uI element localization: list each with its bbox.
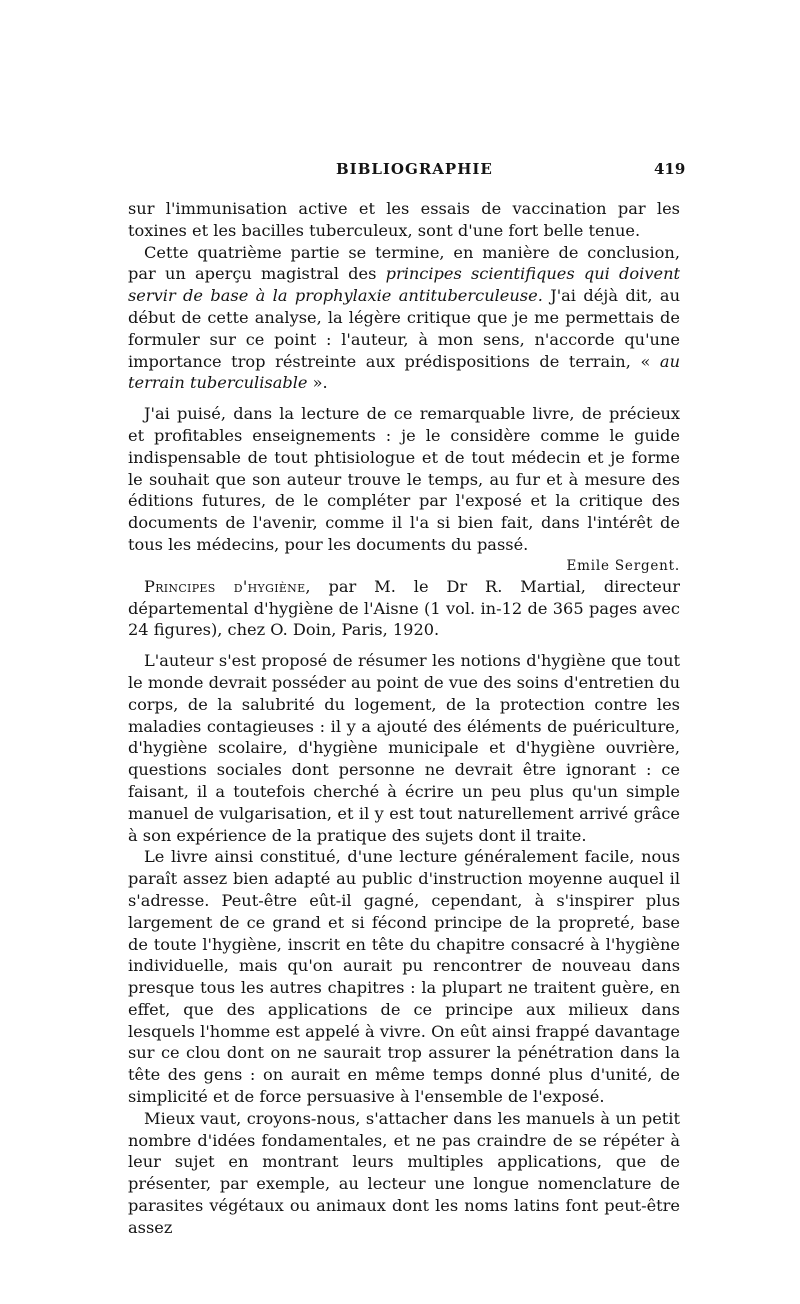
review-heading <box>128 576 680 641</box>
book-title: Principes d'hygiène <box>144 576 306 596</box>
page-number: 419 <box>654 160 686 178</box>
italic-phrase: principes scientifiques qui doivent servir de base à la prophylaxie antituberculeuse. <box>128 264 680 306</box>
paragraph-conclusion <box>128 242 680 395</box>
book-details: , par M. le Dr R. Martial, directeur départemental d'hygiène de l'Aisne (1 vol. in-12 de 365 pages avec 24 figures), chez O. Doin, Paris, 1920. <box>128 576 680 640</box>
review-paragraph: Mieux vaut, croyons-nous, s'attacher dans les manuels à un petit nombre d'idées fondamentales, et ne pas craindre de se répéter à leur sujet en montrant leurs multiples applications, que de présenter, par exemple, au lecteur une longue nomenclature de parasites végétaux ou animaux dont les noms latins font peut-être assez <box>128 1108 680 1237</box>
text-run: Cette quatrième partie se termine, en manière de conclusion, par un aperçu magistral des <box>128 242 680 284</box>
text-run: ». <box>307 373 328 393</box>
author-signature: Emile Sergent. <box>566 557 680 574</box>
text-run: J'ai déjà dit, au début de cette analyse, la légère critique que je me permettais de formuler sur ce point : l'auteur, à mon sens, n'accorde qu'une importance trop réstreinte aux prédispositions de terrain, « <box>128 286 680 371</box>
running-head: BIBLIOGRAPHIE <box>336 160 493 178</box>
paragraph-closing: J'ai puisé, dans la lecture de ce remarquable livre, de précieux et profitables enseignements : je le considère comme le guide indispensable de tout phtisiologue et de tout médecin et je forme le souhait que son auteur trouve le temps, au fur et à mesure des éditions futures, de le compléter par l'exposé et la critique des documents de l'avenir, comme il l'a si bien fait, dans l'intérêt de tous les médecins, pour les documents du passé. <box>128 404 680 554</box>
italic-phrase: au terrain tuberculisable <box>128 351 680 393</box>
paragraph-continuation: sur l'immunisation active et les essais de vaccination par les toxines et les bacilles tuberculeux, sont d'une fort belle tenue. <box>128 199 680 240</box>
review-paragraph: L'auteur s'est proposé de résumer les notions d'hygiène que tout le monde devrait posséder au point de vue des soins d'entretien du corps, de la salubrité du logement, de la protection contre les maladies contagieuses : il y a ajouté des éléments de puériculture, d'hygiène scolaire, d'hygiène municipale et d'hygiène ouvrière, questions sociales dont personne ne devrait être ignorant : ce faisant, il a toutefois cherché à écrire un peu plus qu'un simple manuel de vulgarisation, et il y est tout naturellement arrivé grâce à son expérience de la pratique des sujets dont il traite. <box>128 651 680 845</box>
review-paragraph: Le livre ainsi constitué, d'une lecture généralement facile, nous paraît assez bien adapté au public d'instruction moyenne auquel il s'adresse. Peut-être eût-il gagné, cependant, à s'inspirer plus largement de ce grand et si fécond principe de la propreté, base de toute l'hygiène, inscrit en tête du chapitre consacré à l'hygiène individuelle, mais qu'on aurait pu rencontrer de nouveau dans presque tous les autres chapitres : la plupart ne traitent guère, en effet, que des applications de ce principe aux milieux dans lesquels l'homme est appelé à vivre. On eût ainsi frappé davantage sur ce clou dont on ne saurait trop assurer la pénétration dans la tête des gens : on aurait en même temps donné plus d'unité, de simplicité et de force persuasive à l'ensemble de l'exposé. <box>128 847 680 1107</box>
body-text <box>128 198 680 1239</box>
